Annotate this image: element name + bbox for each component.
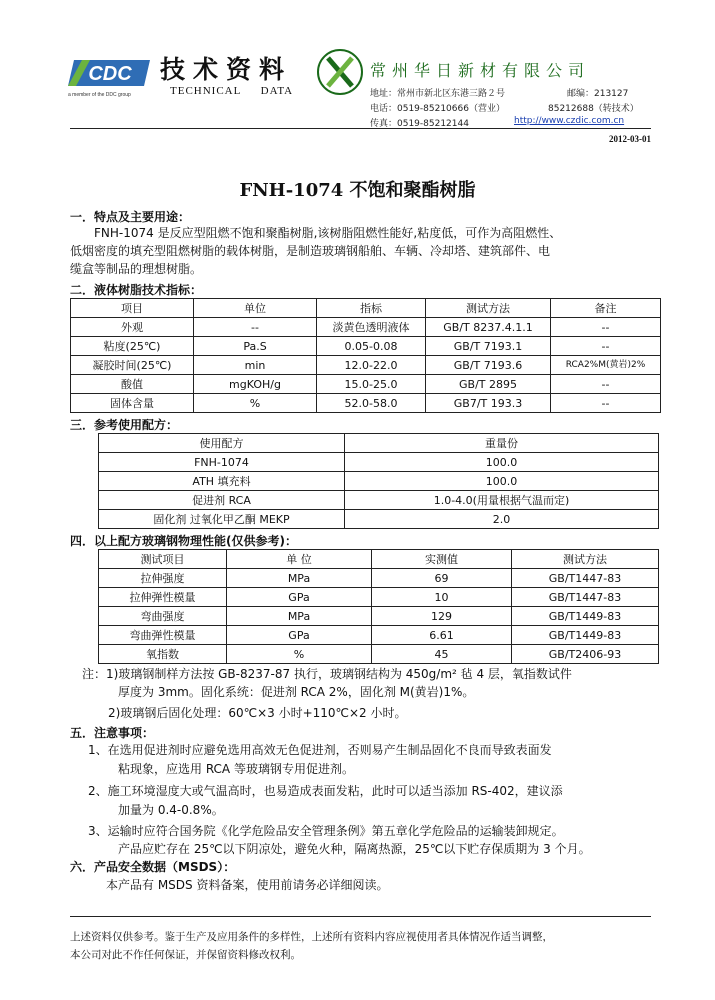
- note-line: 厚度为 3mm。固化系统：促进剂 RCA 2%，固化剂 M(黄岩)1%。: [118, 685, 475, 699]
- table-cell: Pa.S: [194, 337, 317, 356]
- table-cell: 1.0-4.0(用量根据气温而定): [345, 491, 659, 510]
- table-cell: 拉伸强度: [99, 569, 227, 588]
- cdc-logo: [68, 58, 150, 88]
- table-cell: 69: [372, 569, 512, 588]
- table-row: [99, 607, 659, 626]
- table-cell: 6.61: [372, 626, 512, 645]
- table-header-row: [71, 299, 661, 318]
- table-cell: GB/T2406-93: [512, 645, 659, 664]
- table-cell: 固化剂 过氧化甲乙酮 MEKP: [99, 510, 345, 529]
- table-cell: 100.0: [345, 472, 659, 491]
- table-cell: 凝胶时间(25℃): [71, 356, 194, 375]
- table-header-cell: 指标: [317, 299, 426, 318]
- table-cell: GB/T1449-83: [512, 626, 659, 645]
- table-cell: 45: [372, 645, 512, 664]
- table-cell: ATH 填充料: [99, 472, 345, 491]
- table-row: [99, 472, 659, 491]
- table-row: [99, 453, 659, 472]
- footer-disclaimer: [70, 928, 670, 964]
- note-line: 2)玻璃钢后固化处理：60℃×3 小时+110℃×2 小时。: [108, 706, 407, 720]
- table-cell: GPa: [227, 626, 372, 645]
- table-cell: 100.0: [345, 453, 659, 472]
- table-row: [71, 356, 661, 375]
- caution-line: 粘现象，应选用 RCA 等玻璃钢专用促进剂。: [118, 762, 354, 776]
- table-cell: 促进剂 RCA: [99, 491, 345, 510]
- table-header-row: [99, 434, 659, 453]
- note-line: 注：1)玻璃钢制样方法按 GB-8237-87 执行，玻璃钢结构为 450g/m² 毡 4 层，氧指数试件: [82, 667, 572, 681]
- company-name: 常州华日新材有限公司: [370, 61, 591, 80]
- doc-type-title-en: TECHNICAL DATA: [170, 85, 294, 97]
- table-cell: --: [551, 394, 661, 413]
- table-cell: 10: [372, 588, 512, 607]
- table-cell: 氧指数: [99, 645, 227, 664]
- table-cell: mgKOH/g: [194, 375, 317, 394]
- caution-line: 2、施工环境湿度大或气温高时，也易造成表面发粘，此时可以适当添加 RS-402，建议添: [88, 784, 563, 798]
- resin-spec-table: [70, 298, 661, 413]
- table-cell: --: [551, 337, 661, 356]
- phone: 电话：0519-85210666（营业）: [370, 104, 505, 114]
- table-header-cell: 备注: [551, 299, 661, 318]
- section-1-heading: 一．特点及主要用途：: [70, 210, 191, 224]
- formula-table: [98, 433, 659, 529]
- frp-property-table: [98, 549, 659, 664]
- table-header-cell: 测试方法: [512, 550, 659, 569]
- fax: 传真：0519-85212144: [370, 119, 469, 129]
- table-cell: GB/T1449-83: [512, 607, 659, 626]
- table-cell: 粘度(25℃): [71, 337, 194, 356]
- header-divider: [70, 128, 651, 129]
- table-header-cell: 测试项目: [99, 550, 227, 569]
- table-header-cell: 单位: [194, 299, 317, 318]
- table-cell: MPa: [227, 569, 372, 588]
- table-cell: %: [194, 394, 317, 413]
- doc-date: 2012-03-01: [609, 134, 651, 144]
- table-row: [99, 510, 659, 529]
- table-row: [99, 491, 659, 510]
- table-header-row: [99, 550, 659, 569]
- section-5-heading: 五．注意事项：: [70, 726, 155, 740]
- table-cell: MPa: [227, 607, 372, 626]
- table-cell: 外观: [71, 318, 194, 337]
- table-cell: 弯曲弹性模量: [99, 626, 227, 645]
- table-row: [71, 375, 661, 394]
- section-4-heading: 四．以上配方玻璃钢物理性能(仅供参考)：: [70, 534, 297, 548]
- svg-text:CDC: CDC: [88, 63, 132, 85]
- table-cell: 15.0-25.0: [317, 375, 426, 394]
- para-line: 低烟密度的填充型阻燃树脂的载体树脂，是制造玻璃钢船舶、车辆、冷却塔、建筑部件、电: [70, 244, 551, 258]
- table-cell: --: [551, 375, 661, 394]
- table-cell: GB7/T 193.3: [426, 394, 551, 413]
- caution-line: 3、运输时应符合国务院《化学危险品安全管理条例》第五章化学危险品的运输装卸规定。: [88, 824, 564, 838]
- table-cell: RCA2%M(黄岩)2%: [551, 356, 661, 375]
- table-cell: FNH-1074: [99, 453, 345, 472]
- table-row: [99, 569, 659, 588]
- table-cell: 0.05-0.08: [317, 337, 426, 356]
- address: 地址：常州市新北区东港三路２号: [370, 89, 506, 99]
- table-cell: GB/T 7193.1: [426, 337, 551, 356]
- phone-tech: 85212688（转技术）: [548, 104, 639, 114]
- table-cell: 淡黄色透明液体: [317, 318, 426, 337]
- caution-line: 加量为 0.4-0.8%。: [118, 803, 224, 817]
- table-header-cell: 实测值: [372, 550, 512, 569]
- table-cell: 52.0-58.0: [317, 394, 426, 413]
- table-cell: GB/T1447-83: [512, 588, 659, 607]
- website-link[interactable]: http://www.czdic.com.cn: [514, 116, 625, 126]
- section-6-heading: 六．产品安全数据（MSDS）：: [70, 860, 236, 874]
- doc-type-title-cn: 技术资料: [160, 55, 293, 84]
- para-line: FNH-1074 是反应型阻燃不饱和聚酯树脂,该树脂阻燃性能好,粘度低，可作为高阻燃性、: [94, 226, 562, 240]
- para-line: 缆盒等制品的理想树脂。: [70, 262, 203, 276]
- table-cell: 酸值: [71, 375, 194, 394]
- table-cell: 弯曲强度: [99, 607, 227, 626]
- section-3-heading: 三．参考使用配方：: [70, 418, 179, 432]
- footer-line: 上述资料仅供参考。鉴于生产及应用条件的多样性，上述所有资料内容应视使用者具体情况作适当调整，: [70, 931, 553, 943]
- table-header-cell: 测试方法: [426, 299, 551, 318]
- table-cell: 129: [372, 607, 512, 626]
- footer-divider: [70, 916, 651, 917]
- table-cell: 固体含量: [71, 394, 194, 413]
- table-row: [99, 645, 659, 664]
- table-cell: GB/T1447-83: [512, 569, 659, 588]
- table-cell: --: [194, 318, 317, 337]
- table-header-cell: 单 位: [227, 550, 372, 569]
- table-row: [71, 394, 661, 413]
- table-header-cell: 项目: [71, 299, 194, 318]
- table-row: [99, 588, 659, 607]
- table-cell: min: [194, 356, 317, 375]
- caution-line: 产品应贮存在 25℃以下阴凉处，避免火种，隔离热源，25℃以下贮存保质期为 3 个月。: [118, 842, 591, 856]
- company-emblem-icon: [316, 48, 364, 96]
- section-1-text: [70, 224, 660, 278]
- table-cell: %: [227, 645, 372, 664]
- table-row: [71, 337, 661, 356]
- postcode: 邮编：213127: [567, 89, 629, 99]
- table-cell: GB/T 8237.4.1.1: [426, 318, 551, 337]
- msds-text: 本产品有 MSDS 资料备案，使用前请务必详细阅读。: [106, 878, 389, 892]
- table-cell: 12.0-22.0: [317, 356, 426, 375]
- table-row: [99, 626, 659, 645]
- table-cell: --: [551, 318, 661, 337]
- table-row: [71, 318, 661, 337]
- table-header-cell: 使用配方: [99, 434, 345, 453]
- doc-title: FNH-1074 不饱和聚酯树脂: [239, 180, 476, 201]
- section-2-heading: 二．液体树脂技术指标：: [70, 283, 203, 297]
- table-cell: 拉伸弹性模量: [99, 588, 227, 607]
- table-cell: GB/T 2895: [426, 375, 551, 394]
- footer-line: 本公司对此不作任何保证，并保留资料修改权利。: [70, 949, 301, 961]
- caution-line: 1、在选用促进剂时应避免选用高效无色促进剂，否则易产生制品固化不良而导致表面发: [88, 743, 552, 757]
- table-header-cell: 重量份: [345, 434, 659, 453]
- table-cell: GPa: [227, 588, 372, 607]
- table-cell: 2.0: [345, 510, 659, 529]
- table-cell: GB/T 7193.6: [426, 356, 551, 375]
- logo-subtitle: a member of the DDC group: [68, 92, 131, 98]
